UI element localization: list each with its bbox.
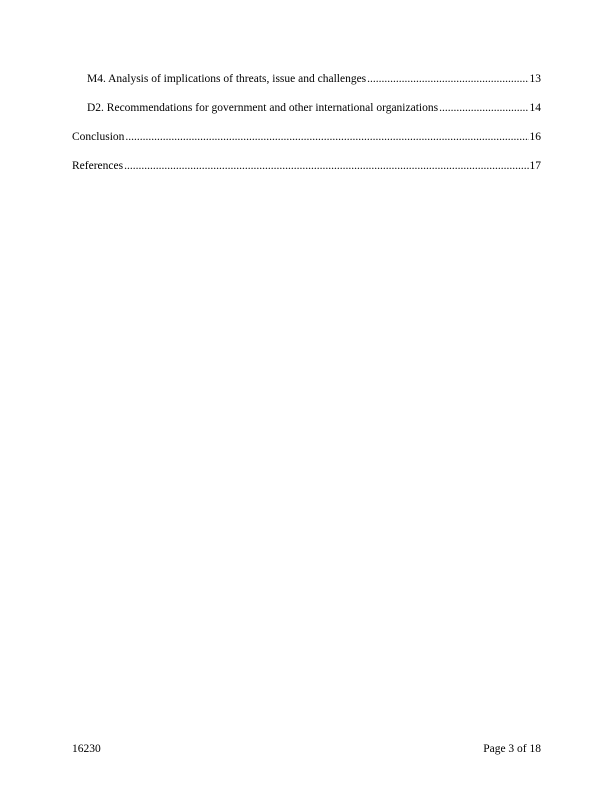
toc-entry-m4-analysis[interactable] (72, 72, 541, 86)
toc-entry-page-number: 16 (529, 131, 541, 143)
footer-page-number: Page 3 of 18 (483, 743, 541, 755)
toc-entry-conclusion[interactable] (72, 130, 541, 144)
toc-dot-leader (439, 101, 528, 115)
toc-entry-references[interactable] (72, 159, 541, 173)
toc-dot-leader (367, 72, 528, 86)
toc-entry-page-number: 14 (529, 102, 541, 114)
table-of-contents (72, 72, 541, 188)
footer-document-id: 16230 (72, 743, 101, 755)
toc-dot-leader (124, 159, 528, 173)
toc-entry-title: References (72, 160, 124, 172)
toc-entry-title: D2. Recommendations for government and other international organizations (87, 102, 439, 114)
toc-entry-title: M4. Analysis of implications of threats, issue and challenges (87, 73, 367, 85)
toc-entry-title: Conclusion (72, 131, 125, 143)
toc-entry-page-number: 17 (529, 160, 541, 172)
toc-entry-d2-recommendations[interactable] (72, 101, 541, 115)
page-footer (72, 742, 541, 756)
toc-dot-leader (125, 130, 528, 144)
toc-entry-page-number: 13 (529, 73, 541, 85)
